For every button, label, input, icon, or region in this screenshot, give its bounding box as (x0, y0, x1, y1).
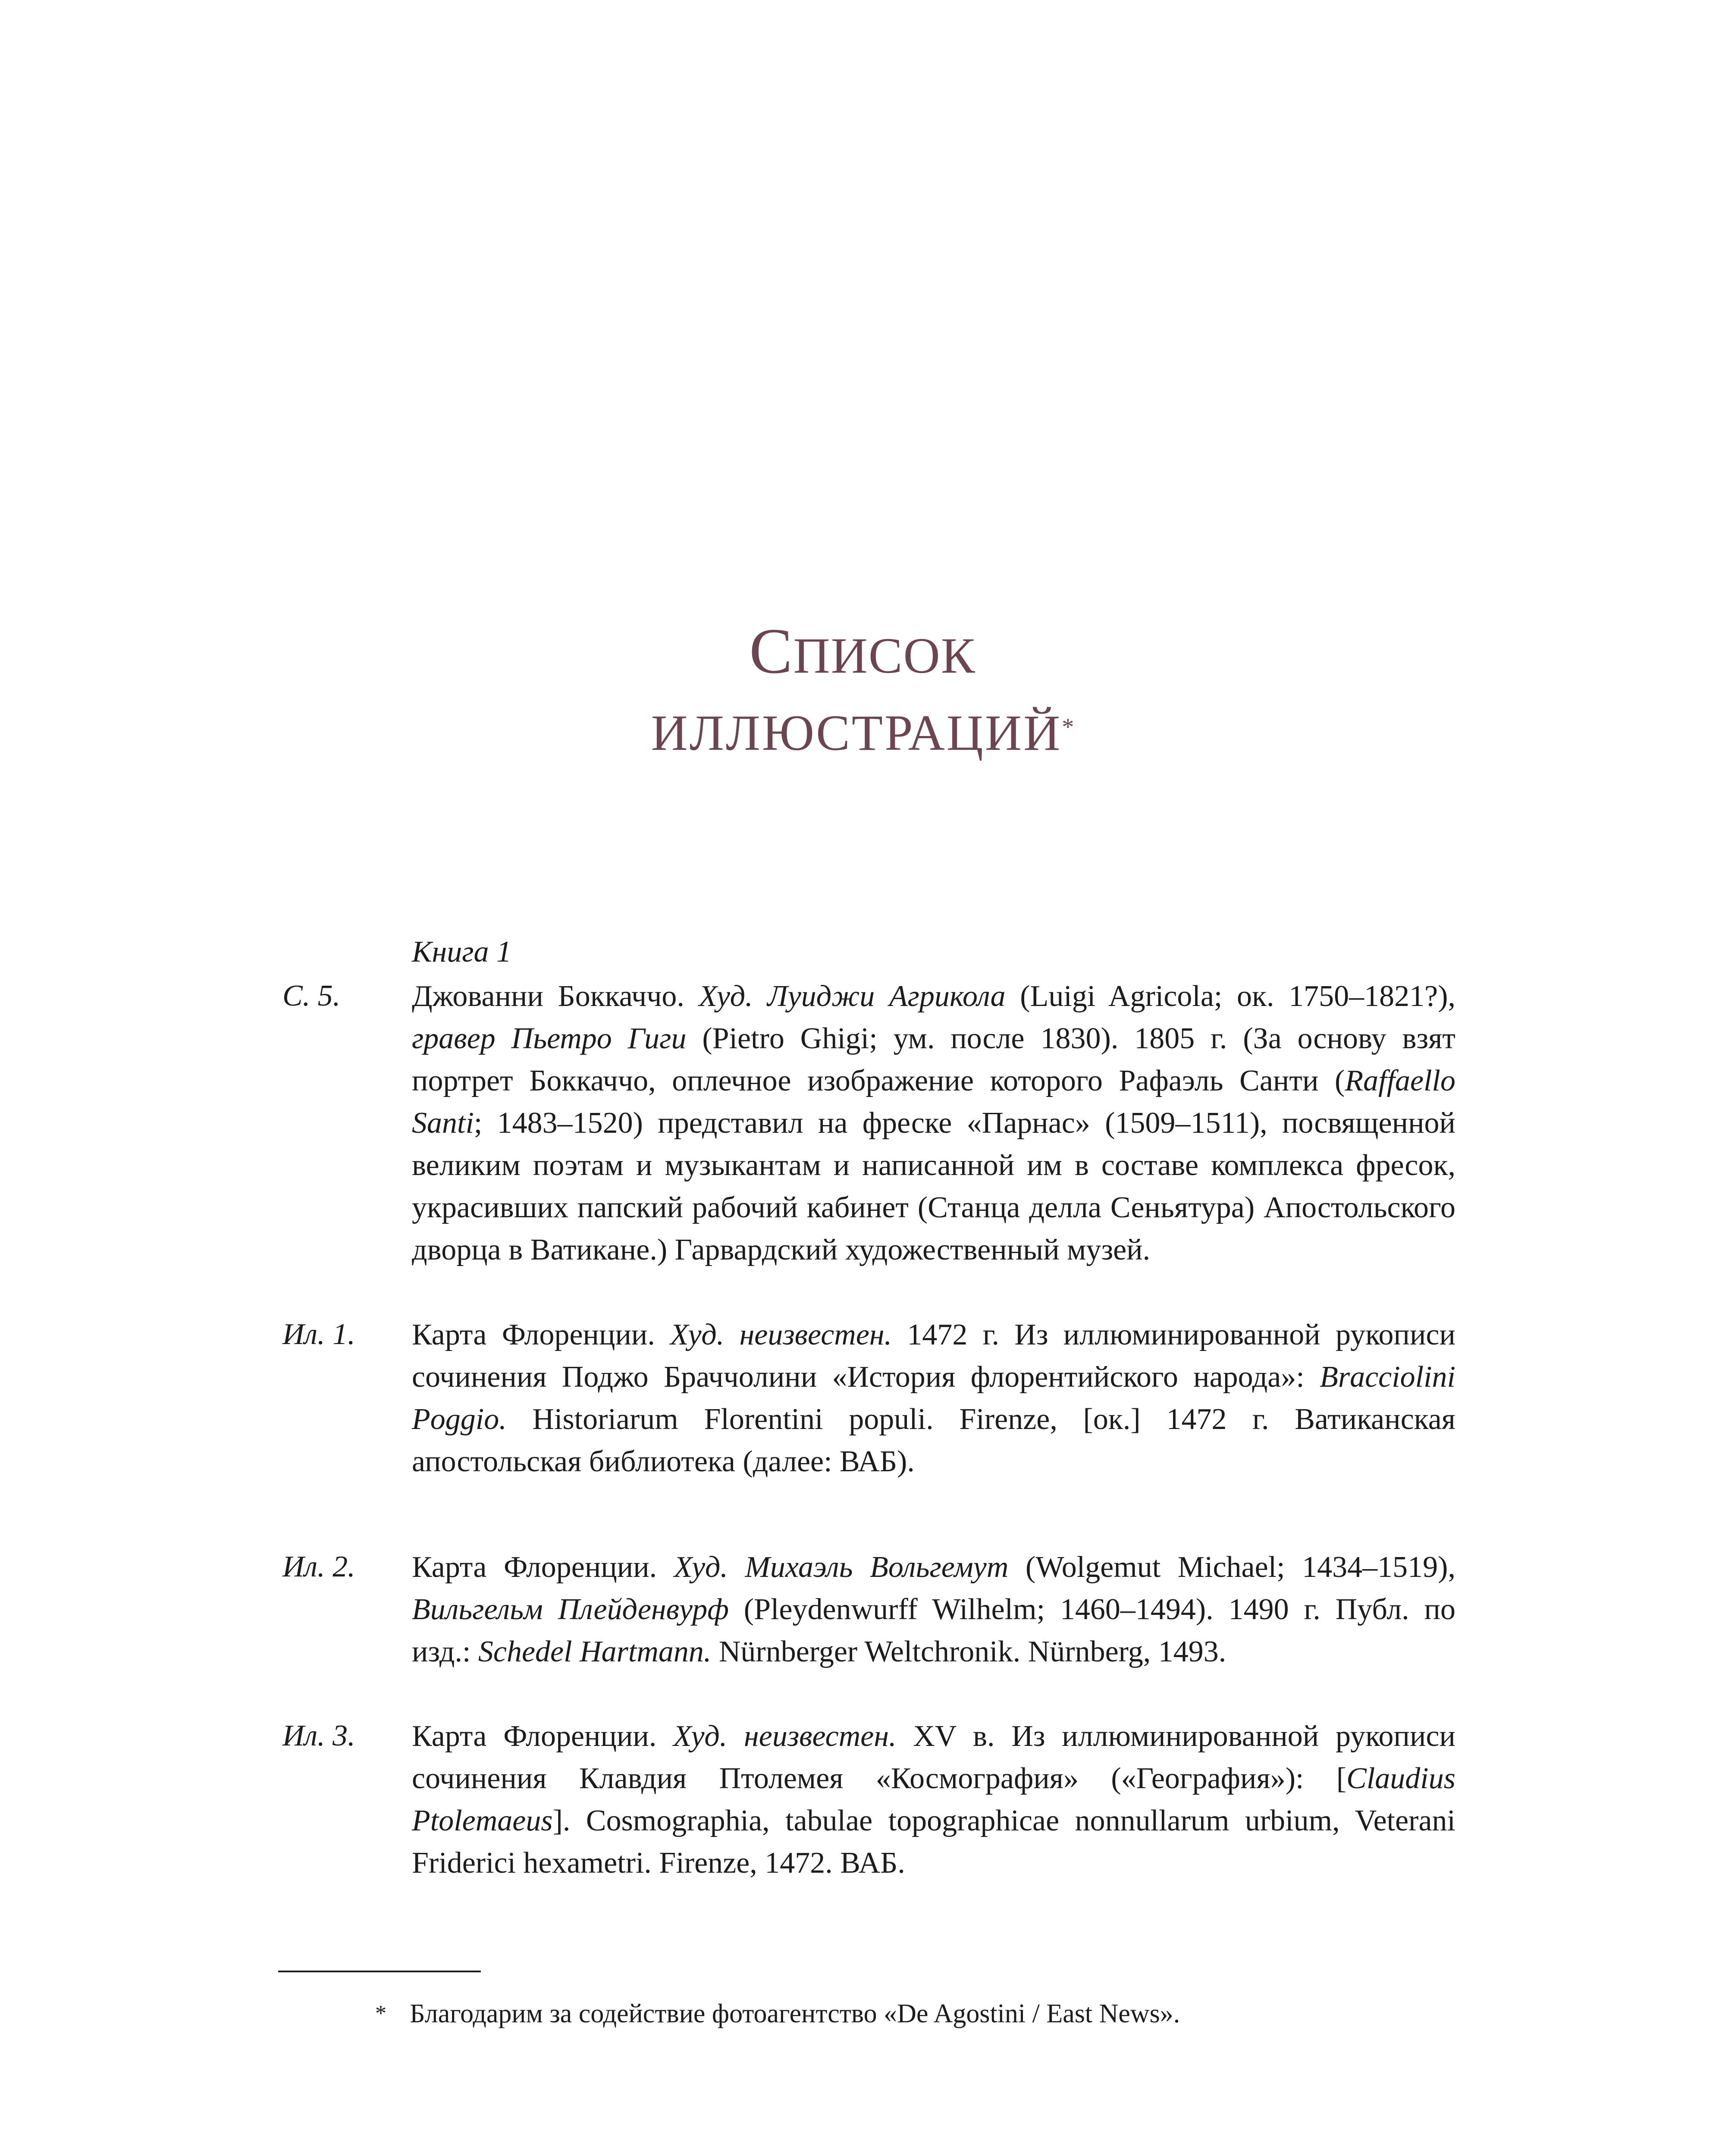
entry-italic-segment: Худ. Луиджи Агрикола (699, 980, 1006, 1013)
footnote-divider (278, 1971, 481, 1972)
title-line-2-text: ИЛЛЮСТРАЦИЙ (651, 705, 1062, 761)
footnote-text: Благодарим за содействие фотоагентство «De Agostini / East News». (410, 1999, 1180, 2028)
entry-text-segment: Карта Флоренции. (412, 1318, 671, 1351)
entry-text-segment: (Luigi Agricola; ок. 1750–1821?), (1005, 980, 1456, 1013)
entry-italic-segment: Худ. неизвестен. (673, 1720, 897, 1753)
title-footnote-mark: * (1062, 714, 1074, 740)
title-rest: ПИСОК (793, 627, 976, 684)
entry-text (412, 975, 1455, 1271)
entry-text-segment: Nürnberger Weltchronik. Nürnberg, 1493. (711, 1635, 1226, 1668)
entry-italic-segment: Claudius Ptolemaeus (412, 1762, 1455, 1837)
title-line-1 (0, 617, 1725, 690)
entry-text-segment: XV в. Из иллюминированной рукописи сочинения Клавдия Птолемея «Космография» («География»): [ (412, 1720, 1456, 1795)
entry-italic-segment: Raffaello Santi (412, 1064, 1455, 1140)
entry-text-segment: Historiarum Florentini populi. Firenze, [ок.] 1472 г. Ватиканская апостольская библиотека (далее: ВАБ). (412, 1403, 1455, 1478)
entry-label: Ил. 3. (282, 1719, 355, 1752)
footnote (375, 1996, 1496, 2031)
entry-text-segment: Карта Флоренции. (412, 1551, 674, 1584)
entry-text-segment: ; 1483–1520) представил на фреске «Парнас» (1509–1511), посвященной великим поэтам и музыкантам и написанной им в составе комплекса фресок, украсивших папский рабочий кабинет (Станца делла Сеньятура) Апостольского дворца в Ватикане.) Гарвардский художественный музей. (412, 1106, 1455, 1266)
entry-italic-segment: Худ. неизвестен. (670, 1318, 892, 1351)
footnote-mark: * (375, 2001, 386, 2026)
book-heading: Книга 1 (412, 935, 512, 968)
entry-text (412, 1715, 1455, 1884)
entry-text (412, 1314, 1455, 1483)
entry-italic-segment: Вильгельм Плейденвурф (412, 1593, 729, 1626)
entry-text-segment: Джованни Боккаччо. (412, 980, 699, 1013)
entry-label: С. 5. (282, 979, 341, 1012)
entry-italic-segment: гравер Пьетро Гиги (412, 1022, 687, 1055)
entry-italic-segment: Bracciolini Poggio. (412, 1360, 1455, 1436)
entry-text-segment: Карта Флоренции. (412, 1720, 674, 1753)
entry-text-segment: (Pleydenwurff Wilhelm; 1460–1494). 1490 г. Публ. по изд.: (412, 1593, 1455, 1668)
entry-label: Ил. 1. (282, 1318, 355, 1351)
entry-text-segment: (Pietro Ghigi; ум. после 1830). 1805 г. (За основу взят портрет Боккаччо, оплечное изображение которого Рафаэль Санти ( (412, 1022, 1456, 1097)
entry-italic-segment: Schedel Hartmann. (478, 1635, 712, 1668)
title-line-2 (0, 701, 1725, 765)
entry-text-segment: ]. Cosmographia, tabulae topographicae nonnullarum urbium, Veterani Friderici hexametri. Firenze, 1472. ВАБ. (412, 1804, 1455, 1880)
entry-italic-segment: Худ. Михаэль Вольгемут (674, 1551, 1009, 1584)
entry-text-segment: 1472 г. Из иллюминированной рукописи сочинения Поджо Браччолини «История флорентийского народа»: (412, 1318, 1455, 1394)
entry-text (412, 1546, 1455, 1673)
entry-text-segment: (Wolgemut Michael; 1434–1519), (1008, 1551, 1455, 1584)
entry-label: Ил. 2. (282, 1550, 355, 1583)
title-initial: С (749, 615, 794, 687)
